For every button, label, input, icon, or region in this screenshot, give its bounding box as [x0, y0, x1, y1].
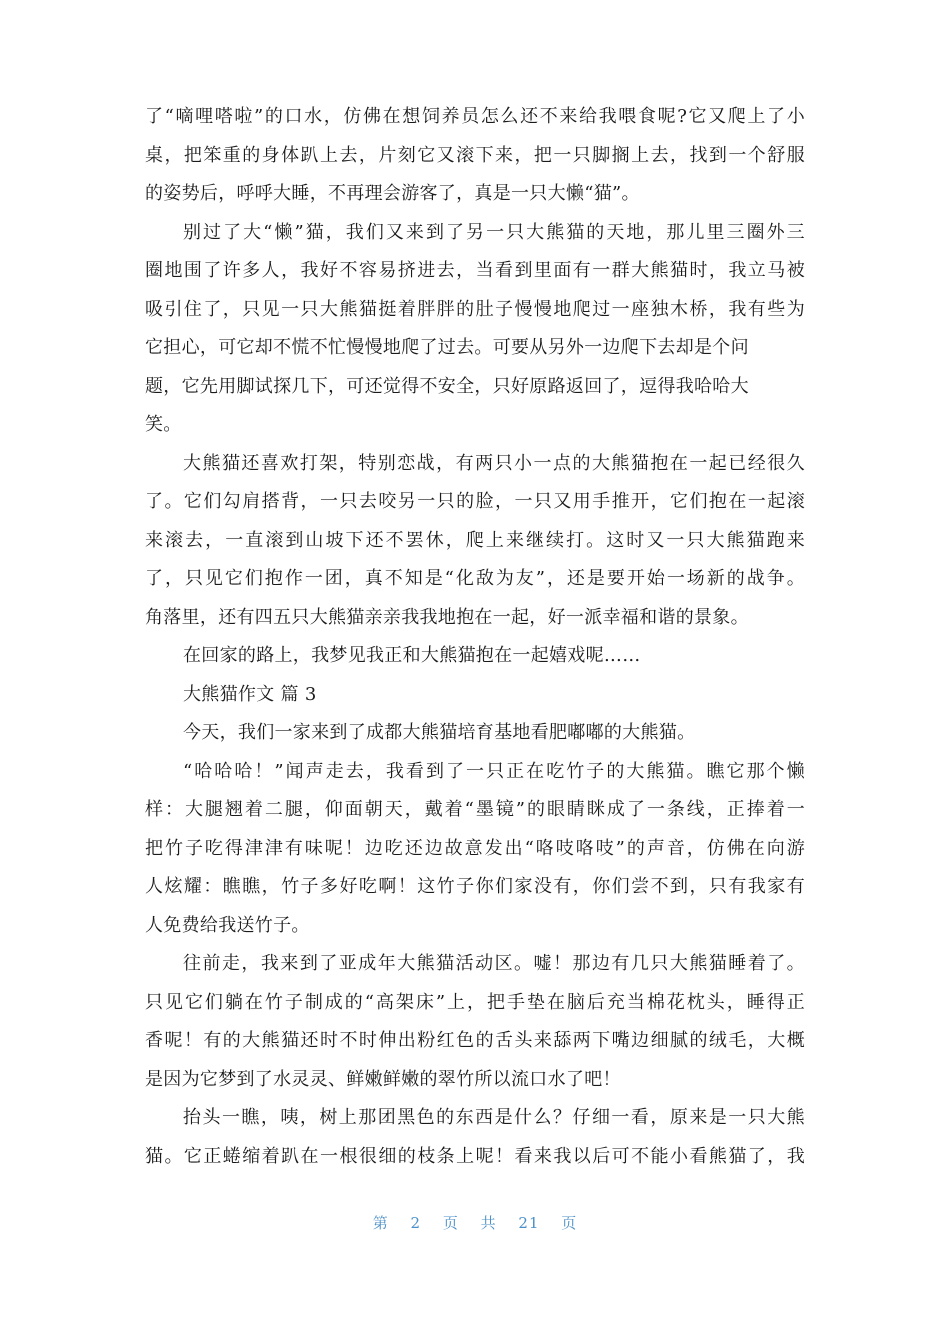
text-line: 是因为它梦到了水灵灵、鲜嫩鲜嫩的翠竹所以流口水了吧！ — [145, 1068, 621, 1090]
text-line: 猫。它正蜷缩着趴在一根很细的枝条上呢！看来我以后可不能小看熊猫了，我 — [145, 1145, 805, 1167]
footer-word-page-end: 页 — [561, 1214, 578, 1232]
page-footer — [0, 1212, 950, 1233]
text-line: 圈地围了许多人，我好不容易挤进去，当看到里面有一群大熊猫时，我立马被 — [145, 260, 805, 281]
text-line: 往前走，我来到了亚成年大熊猫活动区。嘘！那边有几只大熊猫睡着了。 — [183, 953, 805, 974]
text-line: 大熊猫还喜欢打架，特别恋战，有两只小一点的大熊猫抱在一起已经很久 — [183, 452, 805, 474]
text-line: 了，只见它们抱作一团，真不知是“化敌为友”，还是要开始一场新的战争。 — [145, 568, 805, 589]
text-line: 来滚去，一直滚到山坡下还不罢休，爬上来继续打。这时又一只大熊猫跑来 — [145, 529, 805, 551]
text-line: 样：大腿翘着二腿，仰面朝天，戴着“墨镜”的眼睛眯成了一条线，正捧着一 — [145, 799, 805, 820]
text-line: 在回家的路上，我梦见我正和大熊猫抱在一起嬉戏呢…… — [183, 645, 641, 666]
text-line: 把竹子吃得津津有味呢！边吃还边故意发出“咯吱咯吱”的声音，仿佛在向游 — [145, 837, 805, 859]
text-line: 角落里，还有四五只大熊猫亲亲我我地抱在一起，好一派幸福和谐的景象。 — [145, 606, 749, 628]
text-line: 大熊猫作文 篇 3 — [183, 683, 317, 705]
text-line: 今天，我们一家来到了成都大熊猫培育基地看肥嘟嘟的大熊猫。 — [183, 722, 696, 743]
document-body — [145, 98, 805, 1176]
text-line: 桌，把笨重的身体趴上去，片刻它又滚下来，把一只脚搁上去，找到一个舒服 — [145, 144, 805, 166]
footer-current-page: 2 — [410, 1214, 422, 1232]
text-line: “哈哈哈！”闻声走去，我看到了一只正在吃竹子的大熊猫。瞧它那个懒 — [183, 760, 805, 782]
footer-total-pages: 21 — [518, 1214, 540, 1232]
text-line: 它担心，可它却不慌不忙慢慢地爬了过去。可要从另外一边爬下去却是个问 — [145, 337, 749, 358]
footer-word-page-of: 页 — [442, 1214, 459, 1232]
footer-word-page: 第 — [372, 1214, 389, 1232]
text-line: 人免费给我送竹子。 — [145, 914, 310, 936]
text-line: 别过了大“懒”猫，我们又来到了另一只大熊猫的天地，那儿里三圈外三 — [183, 221, 805, 243]
text-line: 抬头一瞧，咦，树上那团黑色的东西是什么？仔细一看，原来是一只大熊 — [183, 1107, 805, 1128]
text-line: 笑。 — [145, 414, 182, 435]
text-line: 题，它先用脚试探几下，可还觉得不安全，只好原路返回了，逗得我哈哈大 — [145, 375, 749, 397]
footer-word-total: 共 — [480, 1214, 497, 1232]
text-line: 了“嘀哩嗒啦”的口水，仿佛在想饲养员怎么还不来给我喂食呢?它又爬上了小 — [145, 106, 805, 127]
text-line: 吸引住了，只见一只大熊猫挺着胖胖的肚子慢慢地爬过一座独木桥，我有些为 — [145, 298, 805, 320]
text-line: 的姿势后，呼呼大睡，不再理会游客了，真是一只大懒“猫”。 — [145, 183, 640, 204]
text-line: 只见它们躺在竹子制成的“高架床”上，把手垫在脑后充当棉花枕头，睡得正 — [145, 991, 805, 1013]
text-line: 香呢！有的大熊猫还时不时伸出粉红色的舌头来舔两下嘴边细腻的绒毛，大概 — [145, 1030, 805, 1051]
text-line: 了。它们勾肩搭背，一只去咬另一只的脸，一只又用手推开，它们抱在一起滚 — [145, 491, 805, 512]
text-line: 人炫耀：瞧瞧，竹子多好吃啊！这竹子你们家没有，你们尝不到，只有我家有 — [145, 876, 805, 897]
